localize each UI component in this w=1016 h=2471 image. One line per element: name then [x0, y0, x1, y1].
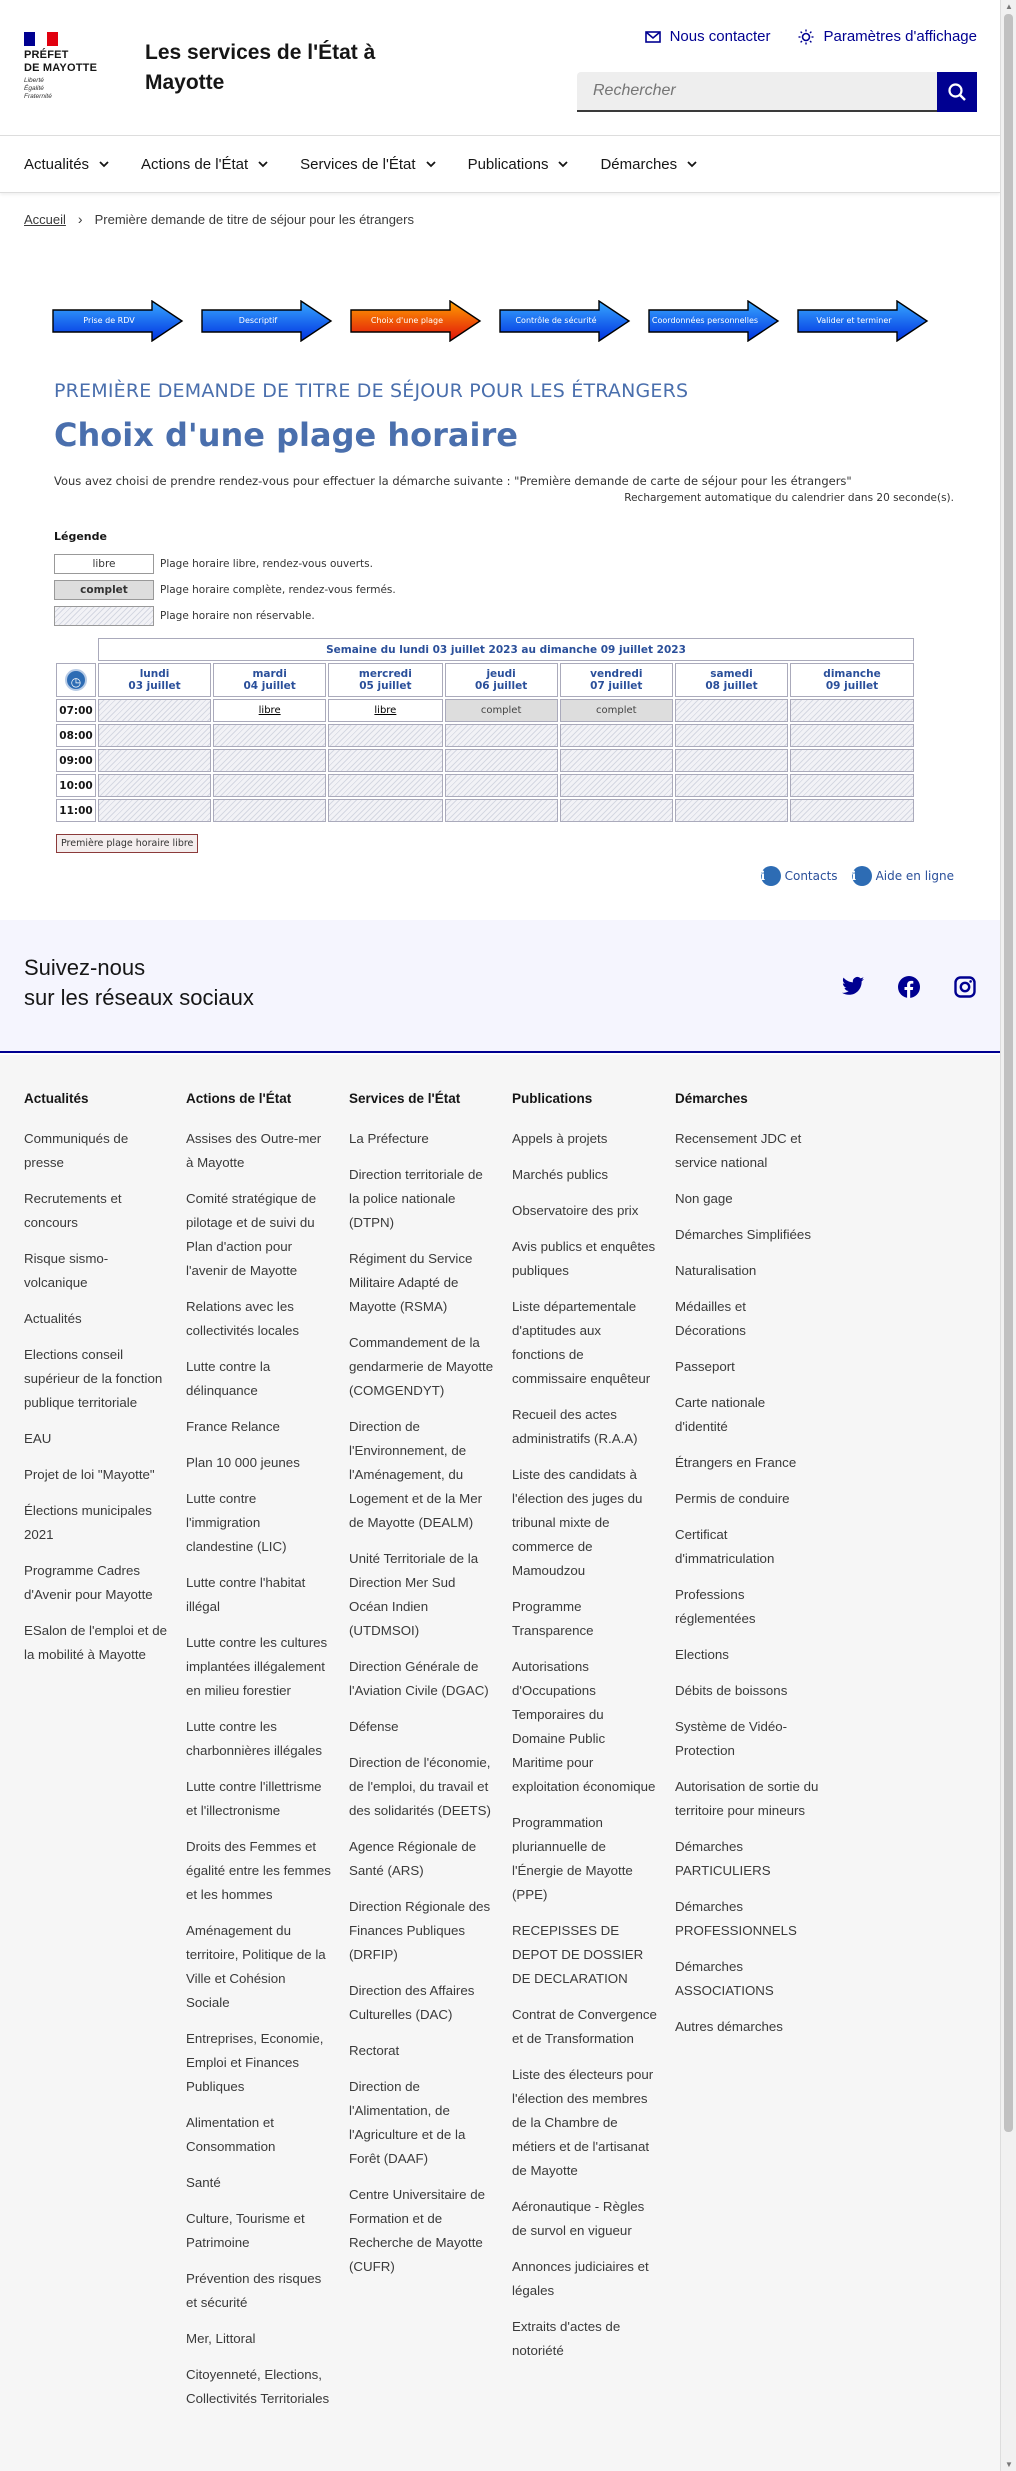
footer-link[interactable]: Culture, Tourisme et Patrimoine [186, 2211, 305, 2250]
footer [0, 1055, 1000, 2471]
calendar [54, 636, 916, 853]
footer-link[interactable]: Aménagement du territoire, Politique de la Ville et Cohésion Sociale [186, 1923, 326, 2010]
social-section [0, 920, 1000, 1053]
footer-column-1 [186, 1087, 331, 2423]
day-date: 03 juillet [128, 680, 181, 692]
intro-text: Vous avez choisi de prendre rendez-vous pour effectuer la démarche suivante : "Première demande de carte de séjour pour les étrangers" [54, 474, 852, 488]
motto-3: Fraternité [24, 93, 52, 100]
site-header [0, 0, 1000, 136]
slot-unavailable [445, 799, 558, 822]
footer-link[interactable]: Liste des électeurs pour l'élection des membres de la Chambre de métiers et de l'artisanat de Mayotte [512, 2067, 654, 2178]
legend-title: Légende [54, 530, 107, 543]
main-nav [0, 136, 1000, 193]
time-row [56, 699, 914, 722]
facebook-icon[interactable] [898, 976, 920, 998]
nav-item-1[interactable] [141, 156, 268, 173]
footer-link[interactable]: Recueil des actes administratifs (R.A.A) [512, 1407, 638, 1446]
footer-link[interactable]: Rectorat [349, 2043, 400, 2058]
nav-label: Actualités [24, 155, 90, 173]
nav-label: Actions de l'État [141, 155, 249, 173]
slot-unavailable [675, 724, 788, 747]
sun-icon [798, 29, 814, 45]
step-0 [52, 300, 184, 342]
day-header-1 [213, 663, 326, 697]
page-title: Choix d'une plage horaire [54, 416, 518, 454]
info-icon: i [852, 866, 872, 886]
hour-label: 09:00 [56, 749, 96, 772]
contact-link[interactable] [645, 28, 771, 45]
footer-link[interactable]: Autorisation de sortie du territoire pour mineurs [675, 1779, 819, 1818]
footer-link[interactable]: Lutte contre l'habitat illégal [186, 1575, 306, 1614]
instagram-icon[interactable] [954, 976, 976, 998]
footer-link[interactable]: Communiqués de presse [24, 1131, 129, 1170]
footer-link[interactable]: Commandement de la gendarmerie de Mayotte (COMGENDYT) [349, 1335, 494, 1398]
chevron-right-icon: › [77, 211, 83, 227]
legend-box-full: complet [54, 580, 154, 600]
step-label: Valider et terminer [816, 316, 892, 325]
day-date: 09 juillet [825, 680, 879, 692]
slot-unavailable [445, 724, 558, 747]
day-header-0 [98, 663, 211, 697]
time-row [56, 724, 914, 747]
footer-link[interactable]: Annonces judiciaires et légales [512, 2259, 649, 2298]
slot-unavailable [790, 724, 914, 747]
search-icon [947, 82, 967, 102]
slot-unavailable [790, 699, 914, 722]
slot-unavailable [790, 749, 914, 772]
step-label: Descriptif [238, 316, 278, 325]
footer-link[interactable]: Centre Universitaire de Formation et de Recherche de Mayotte (CUFR) [349, 2187, 485, 2274]
footer-link[interactable]: Non gage [675, 1191, 733, 1206]
day-name: vendredi [590, 668, 643, 680]
slot-unavailable [213, 724, 326, 747]
footer-link[interactable]: Liste des candidats à l'élection des juges du tribunal mixte de commerce de Mamoudzou [512, 1467, 643, 1578]
slot-unavailable [213, 774, 326, 797]
footer-link[interactable]: Mer, Littoral [186, 2331, 256, 2346]
display-settings-label: Paramètres d'affichage [823, 28, 977, 45]
chevron-down-icon [687, 161, 697, 168]
footer-link[interactable]: EAU [24, 1431, 52, 1446]
footer-link[interactable]: Extraits d'actes de notoriété [512, 2319, 621, 2358]
footer-link[interactable]: Lutte contre les cultures implantées illégalement en milieu forestier [186, 1635, 328, 1698]
logo-line-2: DE MAYOTTE [24, 62, 98, 74]
slot-unavailable [790, 799, 914, 822]
step-label: Prise de RDV [83, 316, 135, 325]
step-label: Coordonnées personnelles [651, 316, 759, 325]
day-header-6 [790, 663, 914, 697]
footer-link[interactable]: Direction Régionale des Finances Publiques (DRFIP) [349, 1899, 491, 1962]
footer-column-0 [24, 1087, 169, 1679]
time-row [56, 749, 914, 772]
slot-unavailable [213, 799, 326, 822]
slot-unavailable [560, 749, 673, 772]
slot-unavailable [213, 749, 326, 772]
motto-1: Liberté [24, 77, 44, 84]
online-help-label: Aide en ligne [875, 869, 954, 883]
scroll-up-icon[interactable]: ▲ [1005, 2, 1013, 11]
legend-text-full: Plage horaire complète, rendez-vous fermés. [160, 584, 396, 596]
contacts-label: Contacts [784, 869, 838, 883]
hour-label: 10:00 [56, 774, 96, 797]
step-5 [797, 300, 929, 342]
footer-link[interactable]: Contrat de Convergence et de Transformation [512, 2007, 657, 2046]
time-row [56, 774, 914, 797]
footer-link[interactable]: Recrutements et concours [24, 1191, 122, 1230]
day-name: samedi [710, 668, 753, 680]
footer-link[interactable]: Médailles et Décorations [675, 1299, 746, 1338]
footer-link[interactable]: RECEPISSES DE DEPOT DE DOSSIER DE DECLARATION [512, 1923, 644, 1986]
time-row [56, 799, 914, 822]
footer-link[interactable]: Lutte contre les charbonnières illégales [186, 1719, 323, 1758]
slot-unavailable [675, 774, 788, 797]
footer-link[interactable]: Programmation pluriannuelle de l'Énergie de Mayotte (PPE) [512, 1815, 633, 1902]
slot-unavailable [560, 774, 673, 797]
footer-link[interactable]: Appels à projets [512, 1131, 608, 1146]
day-date: 08 juillet [705, 680, 758, 692]
slot-free[interactable]: libre [213, 699, 326, 722]
footer-column-2 [349, 1087, 494, 2291]
footer-link[interactable]: Régiment du Service Militaire Adapté de Mayotte (RSMA) [349, 1251, 473, 1314]
footer-link[interactable]: Passeport [675, 1359, 735, 1374]
footer-link[interactable]: Direction territoriale de la police nationale (DTPN) [349, 1167, 483, 1230]
footer-link[interactable]: Agence Régionale de Santé (ARS) [349, 1839, 477, 1878]
footer-link[interactable]: Liste départementale d'aptitudes aux fonctions de commissaire enquêteur [512, 1299, 651, 1386]
footer-column-title: Démarches [675, 1091, 748, 1106]
scroll-down-icon[interactable]: ▼ [1005, 2460, 1013, 2469]
breadcrumb-current: Première demande de titre de séjour pour les étrangers [94, 211, 414, 227]
footer-link[interactable]: Plan 10 000 jeunes [186, 1455, 300, 1470]
footer-link[interactable]: Recensement JDC et service national [675, 1131, 802, 1170]
slot-unavailable [675, 699, 788, 722]
online-help-link[interactable] [852, 866, 954, 886]
legend-box-free: libre [54, 554, 154, 574]
contacts-link[interactable] [761, 866, 838, 886]
footer-link[interactable]: Naturalisation [675, 1263, 757, 1278]
search-input[interactable] [577, 72, 937, 112]
search-bar [577, 72, 977, 112]
scrollbar-thumb[interactable] [1004, 14, 1013, 2132]
slot-unavailable [98, 749, 211, 772]
footer-link[interactable]: Programme Transparence [512, 1599, 594, 1638]
footer-link[interactable]: Démarches ASSOCIATIONS [675, 1959, 774, 1998]
footer-column-title: Publications [512, 1091, 593, 1106]
day-date: 05 juillet [359, 680, 412, 692]
slot-unavailable [98, 799, 211, 822]
footer-link[interactable]: Démarches PROFESSIONNELS [675, 1899, 797, 1938]
footer-link[interactable]: Direction de l'Alimentation, de l'Agriculture et de la Forêt (DAAF) [349, 2079, 466, 2166]
footer-column-title: Actions de l'État [186, 1091, 292, 1106]
nav-item-3[interactable] [468, 156, 569, 173]
step-label: Contrôle de sécurité [515, 316, 597, 325]
footer-link[interactable]: Système de Vidéo-Protection [675, 1719, 788, 1758]
footer-link[interactable]: Projet de loi "Mayotte" [24, 1467, 155, 1482]
mail-icon [645, 30, 661, 44]
day-name: lundi [139, 668, 170, 680]
footer-link[interactable]: Entreprises, Economie, Emploi et Finances Publiques [186, 2031, 324, 2094]
footer-link[interactable]: Aéronautique - Règles de survol en vigueur [512, 2199, 645, 2238]
footer-link[interactable]: Autres démarches [675, 2019, 783, 2034]
step-4 [648, 300, 780, 342]
legend-text-unavailable: Plage horaire non réservable. [160, 610, 315, 622]
chevron-down-icon [558, 161, 568, 168]
day-name: mardi [252, 668, 287, 680]
footer-link[interactable]: Elections conseil supérieur de la fonction publique territoriale [24, 1347, 163, 1410]
slot-full: complet [560, 699, 673, 722]
social-title-2: sur les réseaux sociaux [24, 985, 254, 1010]
day-header-4 [560, 663, 673, 697]
first-free-slot-button[interactable]: Première plage horaire libre [56, 834, 198, 853]
previous-week-button[interactable] [56, 663, 96, 697]
day-name: jeudi [486, 668, 516, 680]
footer-link[interactable]: Direction de l'Environnement, de l'Aménagement, du Logement et de la Mer de Mayotte (DEALM) [349, 1419, 483, 1530]
search-button[interactable] [937, 72, 977, 112]
legend-row-free [54, 554, 954, 574]
footer-column-title: Actualités [24, 1091, 89, 1106]
nav-label: Publications [467, 155, 549, 173]
slot-unavailable [328, 724, 442, 747]
slot-unavailable [328, 749, 442, 772]
day-date: 07 juillet [590, 680, 643, 692]
footer-link[interactable]: La Préfecture [349, 1131, 429, 1146]
footer-link[interactable]: Assises des Outre-mer à Mayotte [186, 1131, 322, 1170]
slot-unavailable [675, 799, 788, 822]
info-icon: i [761, 866, 781, 886]
footer-link[interactable]: Démarches Simplifiées [675, 1227, 811, 1242]
footer-link[interactable]: Lutte contre l'immigration clandestine (LIC) [186, 1491, 287, 1554]
previous-week-icon: ◷ [65, 669, 87, 691]
slot-unavailable [328, 774, 442, 797]
chevron-down-icon [426, 161, 436, 168]
breadcrumb [0, 193, 1000, 227]
footer-link[interactable]: Élections municipales 2021 [24, 1503, 152, 1542]
nav-label: Services de l'État [300, 155, 416, 173]
slot-unavailable [445, 749, 558, 772]
nav-item-4[interactable] [600, 156, 697, 173]
footer-column-3 [512, 1087, 657, 2375]
footer-link[interactable]: Citoyenneté, Elections, Collectivités Territoriales [186, 2367, 330, 2406]
day-header-5 [675, 663, 788, 697]
footer-link[interactable]: Marchés publics [512, 1167, 609, 1182]
footer-link[interactable]: Santé [186, 2175, 221, 2190]
chevron-down-icon [258, 161, 268, 168]
social-title [24, 953, 254, 1013]
display-settings-link[interactable] [798, 28, 977, 45]
legend-row-full [54, 580, 954, 600]
slot-unavailable [98, 724, 211, 747]
legend-text-free: Plage horaire libre, rendez-vous ouverts. [160, 558, 373, 570]
step-3 [499, 300, 631, 342]
footer-link[interactable]: Relations avec les collectivités locales [186, 1299, 300, 1338]
slot-unavailable [560, 799, 673, 822]
slot-free[interactable]: libre [328, 699, 442, 722]
slot-unavailable [445, 774, 558, 797]
footer-link[interactable]: Lutte contre l'illettrisme et l'illectronisme [186, 1779, 322, 1818]
flag-icon [24, 32, 58, 46]
chevron-down-icon [99, 161, 109, 168]
footer-link[interactable]: Alimentation et Consommation [186, 2115, 276, 2154]
footer-link[interactable]: ESalon de l'emploi et de la mobilité à Mayotte [24, 1623, 167, 1662]
footer-link[interactable]: Étrangers en France [675, 1455, 797, 1470]
footer-link[interactable]: Autorisations d'Occupations Temporaires du Domaine Public Maritime pour exploitation économique [512, 1659, 656, 1794]
slot-unavailable [560, 724, 673, 747]
week-header: Semaine du lundi 03 juillet 2023 au dimanche 09 juillet 2023 [98, 638, 914, 661]
twitter-icon[interactable] [842, 976, 864, 996]
footer-link[interactable]: Elections [675, 1647, 729, 1662]
slot-unavailable [98, 699, 211, 722]
social-title-1: Suivez-nous [24, 955, 146, 980]
step-2 [350, 300, 482, 342]
footer-link[interactable]: Direction Générale de l'Aviation Civile (DGAC) [349, 1659, 489, 1698]
progress-steps [52, 300, 942, 342]
procedure-subtitle: PREMIÈRE DEMANDE DE TITRE DE SÉJOUR POUR LES ÉTRANGERS [54, 380, 689, 402]
day-date: 04 juillet [243, 680, 296, 692]
footer-link[interactable]: Certificat d'immatriculation [675, 1527, 775, 1566]
footer-link[interactable]: Unité Territoriale de la Direction Mer Sud Océan Indien (UTDMSOI) [349, 1551, 479, 1638]
footer-link[interactable]: Observatoire des prix [512, 1203, 639, 1218]
footer-link[interactable]: Direction des Affaires Culturelles (DAC) [349, 1983, 475, 2022]
footer-link[interactable]: Prévention des risques et sécurité [186, 2271, 322, 2310]
footer-link[interactable]: Permis de conduire [675, 1491, 790, 1506]
footer-link[interactable]: Actualités [24, 1311, 82, 1326]
legend-box-unavailable [54, 606, 154, 626]
slot-unavailable [328, 799, 442, 822]
footer-link[interactable]: Risque sismo-volcanique [24, 1251, 109, 1290]
nav-item-2[interactable] [300, 156, 435, 173]
footer-link[interactable]: Débits de boissons [675, 1683, 788, 1698]
footer-link[interactable]: Avis publics et enquêtes publiques [512, 1239, 656, 1278]
republic-logo[interactable] [24, 32, 114, 101]
footer-link[interactable]: Professions réglementées [675, 1587, 756, 1626]
legend-row-unavailable [54, 606, 954, 626]
day-header-2 [328, 663, 442, 697]
slot-full: complet [445, 699, 558, 722]
footer-link[interactable]: Droits des Femmes et égalité entre les femmes et les hommes [186, 1839, 331, 1902]
day-name: mercredi [358, 668, 412, 680]
footer-link[interactable]: Lutte contre la délinquance [186, 1359, 271, 1398]
vertical-scrollbar[interactable] [1000, 0, 1016, 2471]
day-date: 06 juillet [474, 680, 528, 692]
slot-unavailable [98, 774, 211, 797]
step-label: Choix d'une plage [370, 316, 444, 325]
step-1 [201, 300, 333, 342]
footer-link[interactable]: Démarches PARTICULIERS [675, 1839, 771, 1878]
logo-line-1: PRÉFET [24, 49, 69, 61]
footer-link[interactable]: France Relance [186, 1419, 280, 1434]
site-title[interactable] [145, 38, 375, 98]
day-name: dimanche [823, 668, 881, 680]
footer-column-4 [675, 1087, 820, 2051]
footer-link[interactable]: Direction de l'économie, de l'emploi, du travail et des solidarités (DEETS) [349, 1755, 491, 1818]
site-title-line-1: Les services de l'État à [145, 41, 376, 64]
day-header-3 [445, 663, 558, 697]
slot-unavailable [675, 749, 788, 772]
nav-label: Démarches [600, 155, 678, 173]
footer-link[interactable]: Comité stratégique de pilotage et de suivi du Plan d'action pour l'avenir de Mayotte [186, 1191, 317, 1278]
hour-label: 07:00 [56, 699, 96, 722]
site-title-line-2: Mayotte [145, 71, 225, 94]
nav-item-0[interactable] [24, 156, 109, 173]
footer-link[interactable]: Programme Cadres d'Avenir pour Mayotte [24, 1563, 153, 1602]
contact-label: Nous contacter [669, 28, 771, 45]
hour-label: 11:00 [56, 799, 96, 822]
breadcrumb-home[interactable]: Accueil [24, 211, 66, 227]
reload-notice: Rechargement automatique du calendrier dans 20 seconde(s). [624, 492, 954, 504]
footer-link[interactable]: Carte nationale d'identité [675, 1395, 766, 1434]
hour-label: 08:00 [56, 724, 96, 747]
slot-unavailable [790, 774, 914, 797]
footer-column-title: Services de l'État [349, 1091, 461, 1106]
motto-2: Égalité [24, 85, 44, 92]
footer-link[interactable]: Défense [349, 1719, 399, 1734]
